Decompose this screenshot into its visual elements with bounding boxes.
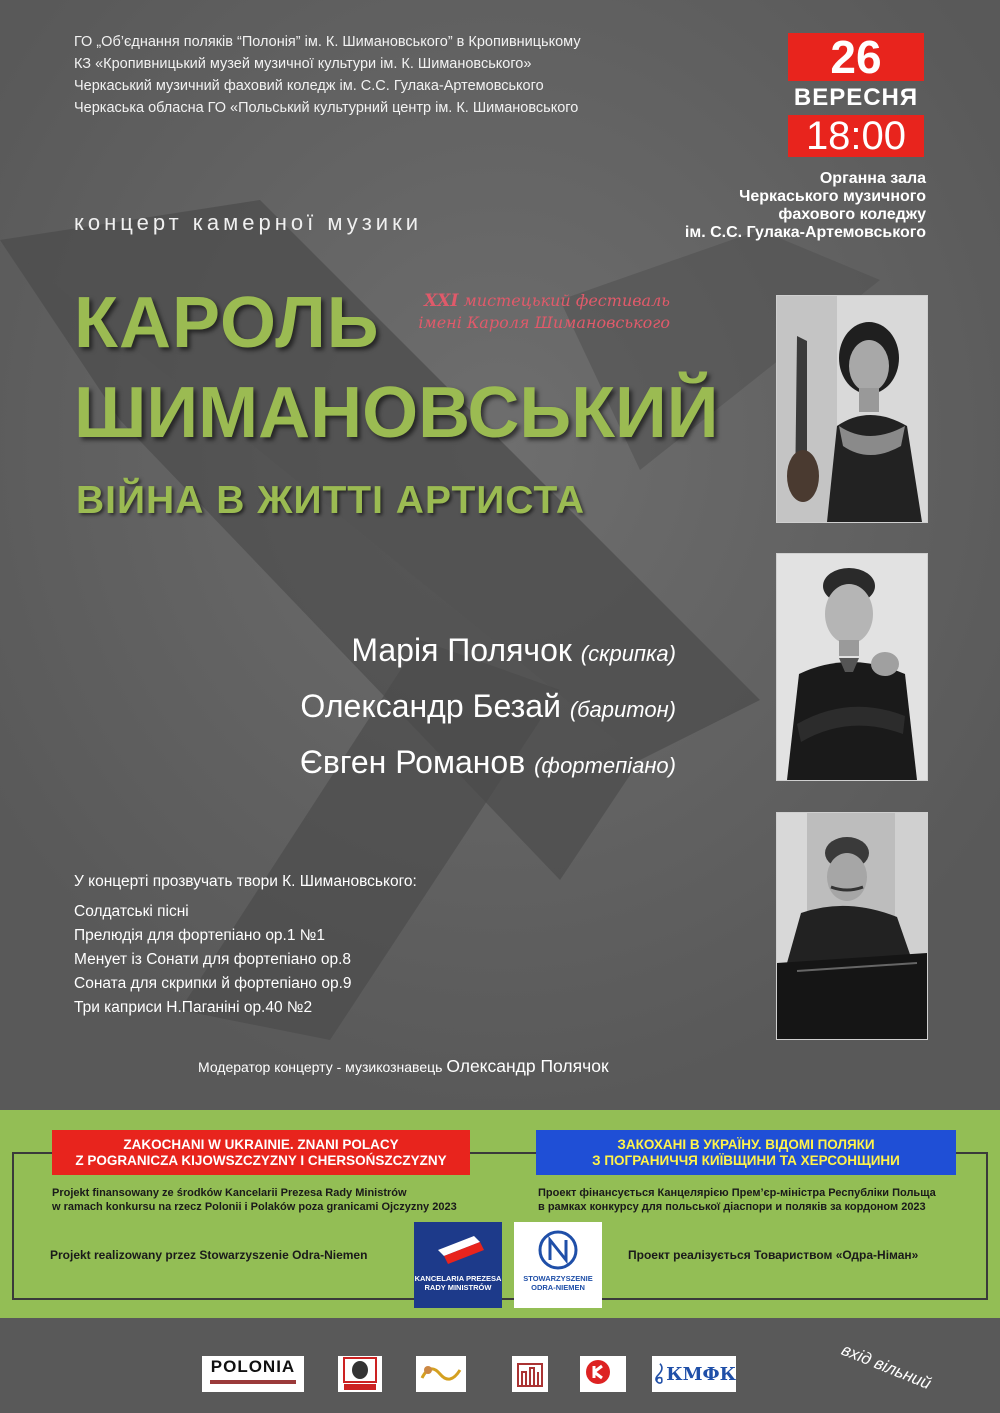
kprm-logo (414, 1222, 502, 1308)
moderator-label: Модератор концерту - музикознавець (198, 1059, 443, 1075)
treble-clef-icon (652, 1359, 666, 1389)
performer-role: (скрипка) (580, 641, 676, 666)
polonia-logo-stripe (210, 1380, 296, 1384)
divider-line (12, 1152, 14, 1298)
banner-ukrainian (536, 1130, 956, 1175)
footer-strip (0, 1318, 1000, 1413)
kmfk-logo-text: КМФК (666, 1363, 736, 1385)
photo-baritone (776, 553, 928, 781)
festival-script-icon (416, 1356, 466, 1392)
divider-line (986, 1152, 988, 1298)
odra-logo-text: ODRA-NIEMEN (531, 1283, 585, 1292)
festival-logo (416, 1356, 466, 1392)
cultural-center-logo (580, 1356, 626, 1392)
free-entry-label: вхід вільний (838, 1340, 934, 1394)
program-work: Менует із Сонати для фортепіано ор.8 (74, 951, 352, 968)
performer-name: Євген Романов (299, 744, 526, 780)
venue (685, 170, 926, 242)
note-line: Проект фінансується Канцелярією Прем’єр-міністра Республіки Польща (538, 1187, 936, 1199)
event-time: 18:00 (788, 115, 924, 157)
note-line: w ramach konkursu na rzecz Polonii i Polaków poza granicami Ojczyzny 2023 (52, 1201, 457, 1213)
event-month: ВЕРЕСНЯ (793, 84, 919, 111)
performer-role: (фортепіано) (534, 753, 676, 778)
organizer-line: КЗ «Кропивницький музей музичної культури ім. К. Шимановського» (74, 56, 532, 72)
organizer-line: ГО „Об’єднання поляків “Полонія” ім. К. Шимановського” в Кропивницькому (74, 34, 581, 50)
college-logo (512, 1356, 548, 1392)
banner-line: ЗАКОХАНІ В УКРАЇНУ. ВІДОМІ ПОЛЯКИ (617, 1136, 875, 1152)
venue-line: Органна зала (819, 170, 926, 187)
title-szymanowski: ШИМАНОВСЬКИЙ (74, 373, 719, 453)
museum-portrait-icon (338, 1356, 382, 1392)
museum-logo (338, 1356, 382, 1392)
date-block (786, 33, 926, 157)
program-work: Соната для скрипки й фортепіано ор.9 (74, 975, 352, 992)
program-intro: У концерті прозвучать твори К. Шимановського: (74, 873, 417, 890)
college-emblem-icon (512, 1356, 548, 1392)
cultural-center-emblem-icon (580, 1356, 626, 1392)
organizer-line: Черкаська обласна ГО «Польський культурний центр ім. К. Шимановського (74, 100, 579, 116)
photo-violinist (776, 295, 928, 523)
divider-line (12, 1152, 52, 1154)
note-line: Projekt finansowany ze środków Kancelarii Prezesa Rady Ministrów (52, 1187, 407, 1199)
implementer-ukrainian: Проект реалізується Товариством «Одра-Німан» (628, 1248, 919, 1262)
polonia-logo (202, 1356, 304, 1392)
performer (300, 680, 676, 736)
festival-number: XXI (424, 291, 459, 311)
divider-line (470, 1152, 536, 1154)
polonia-logo-text: POLONIA (210, 1357, 296, 1376)
funding-note-ukrainian (538, 1186, 968, 1214)
kmfk-logo (652, 1356, 736, 1392)
venue-line: Черкаського музичного (739, 188, 926, 205)
program-work: Солдатські пісні (74, 903, 189, 920)
performer-role: (баритон) (569, 697, 676, 722)
program (74, 870, 417, 1020)
performer (300, 736, 676, 792)
title-karol: КАРОЛЬ (74, 283, 380, 363)
kprm-logo-text: RADY MINISTRÓW (424, 1283, 492, 1292)
program-work: Прелюдія для фортепіано ор.1 №1 (74, 927, 326, 944)
odra-logo-text: STOWARZYSZENIE (523, 1274, 593, 1283)
title-war-in-life: ВІЙНА В ЖИТТІ АРТИСТА (76, 479, 586, 522)
banner-line: Z POGRANICZA KIJOWSZCZYZNY I CHERSOŃSZCZYZNY (75, 1152, 447, 1168)
divider-line (956, 1152, 988, 1154)
organizers-list (74, 31, 581, 119)
banner-line: ZAKOCHANI W UKRAINIE. ZNANI POLACY (123, 1136, 399, 1152)
odra-niemen-logo (514, 1222, 602, 1308)
festival-line1: мистецький фестиваль (463, 291, 670, 310)
venue-line: фахового коледжу (778, 206, 926, 223)
performers-list (300, 624, 676, 792)
odra-niemen-emblem-icon (514, 1222, 602, 1274)
banner-line: З ПОГРАНИЧЧЯ КИЇВЩИНИ ТА ХЕРСОНЩИНИ (592, 1152, 900, 1168)
polish-flag-icon (414, 1222, 502, 1274)
concert-subtitle: концерт камерної музики (74, 210, 422, 235)
note-line: в рамках конкурсу для польської діаспори и поляків за кордоном 2023 (538, 1201, 926, 1213)
photo-pianist (776, 812, 928, 1040)
implementer-polish: Projekt realizowany przez Stowarzyszenie Odra-Niemen (50, 1248, 368, 1262)
performer-name: Марія Полячок (351, 632, 572, 668)
festival-line2: імені Кароля Шимановського (418, 313, 670, 332)
moderator (198, 1056, 609, 1077)
kprm-logo-text: KANCELARIA PREZESA (414, 1274, 502, 1283)
funding-note-polish (52, 1186, 492, 1214)
organizer-line: Черкаський музичний фаховий коледж ім. С.С. Гулака-Артемовського (74, 78, 544, 94)
performer (300, 624, 676, 680)
banner-polish (52, 1130, 470, 1175)
program-work: Три каприси Н.Паганіні ор.40 №2 (74, 999, 313, 1016)
event-day: 26 (788, 33, 924, 81)
festival-label (360, 290, 670, 334)
performer-name: Олександр Безай (300, 688, 561, 724)
venue-line: ім. С.С. Гулака-Артемовського (684, 224, 926, 241)
moderator-name: Олександр Полячок (446, 1056, 609, 1076)
